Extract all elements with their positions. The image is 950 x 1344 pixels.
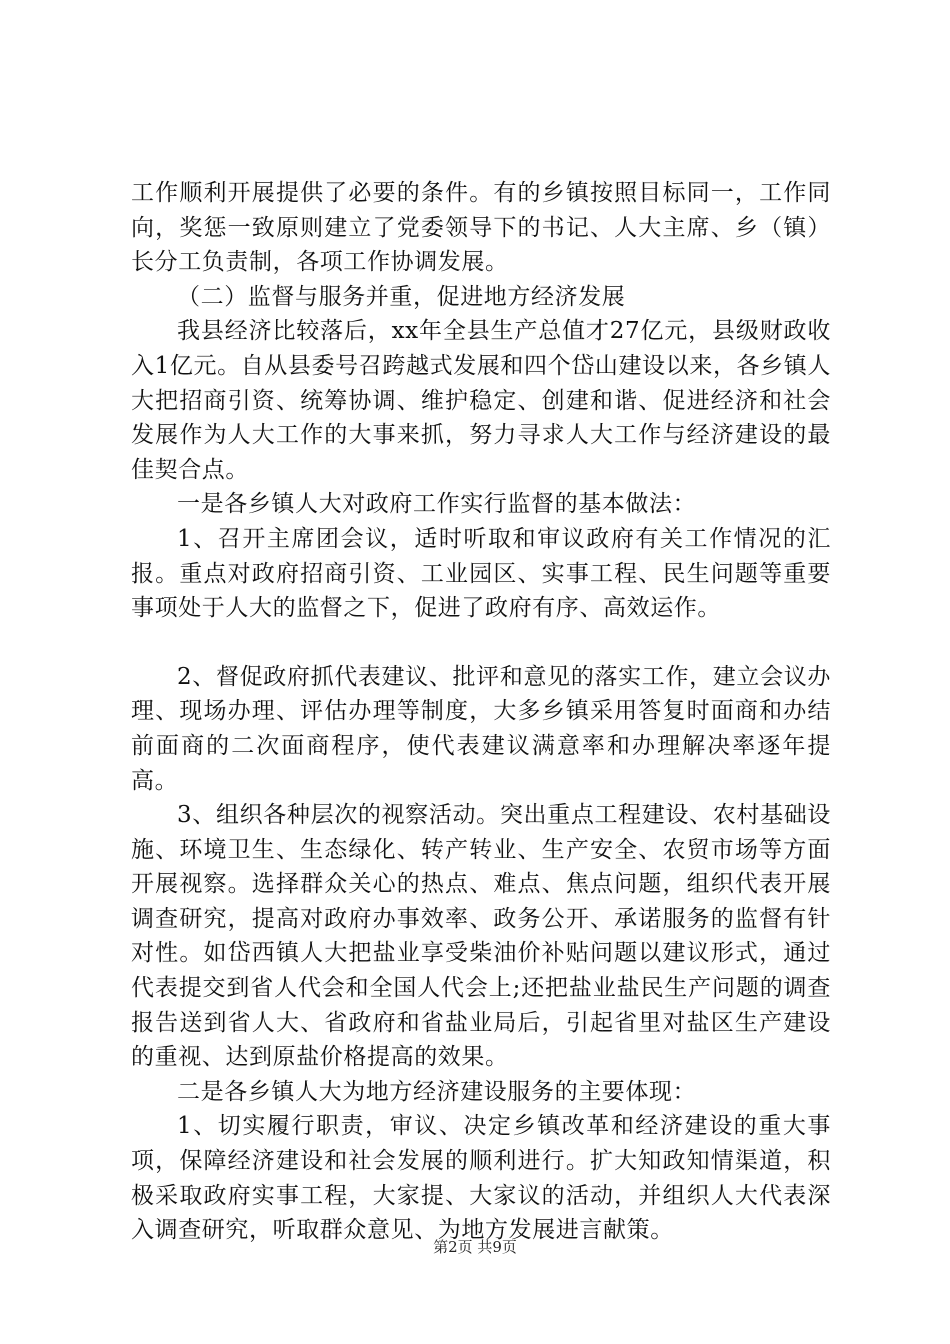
list-item-2: 2、督促政府抓代表建议、批评和意见的落实工作，建立会议办理、现场办理、评估办理等制度，大多乡镇采用答复时面商和办结前面商的二次面商程序，使代表建议满意率和办理解决率逐年提高。 [131, 663, 831, 794]
paragraph-economy-overview: 我县经济比较落后，xx年全县生产总值才27亿元，县级财政收入1亿元。自从县委号召跨越式发展和四个岱山建设以来，各乡镇人大把招商引资、统筹协调、维护稳定、创建和谐、促进经济和社会发展作为人大工作的大事来抓，努力寻求人大工作与经济建设的最佳契合点。 [131, 318, 831, 483]
paragraph-continued: 工作顺利开展提供了必要的条件。有的乡镇按照目标同一，工作同向，奖惩一致原则建立了党委领导下的书记、人大主席、乡（镇）长分工负责制，各项工作协调发展。 [131, 180, 831, 276]
subheading-supervision: 一是各乡镇人大对政府工作实行监督的基本做法： [177, 491, 697, 518]
list-item-1: 1、召开主席团会议，适时听取和审议政府有关工作情况的汇报。重点对政府招商引资、工业园区、实事工程、民生问题等重要事项处于人大的监督之下，促进了政府有序、高效运作。 [131, 525, 831, 622]
list-item-3: 3、组织各种层次的视察活动。突出重点工程建设、农村基础设施、环境卫生、生态绿化、转产转业、生产安全、农贸市场等方面开展视察。选择群众关心的热点、难点、焦点问题，组织代表开展调查研究，提高对政府办事效率、政务公开、承诺服务的监督有针对性。如岱西镇人大把盐业享受柴油价补贴问题以建议形式，通过代表提交到省人代会和全国人代会上;还把盐业盐民生产问题的调查报告送到省人大、省政府和省盐业局后，引起省里对盐区生产建设的重视、达到原盐价格提高的效果。 [131, 802, 831, 1071]
document-body [131, 176, 831, 1248]
page-footer: 第2页 共9页 [433, 1238, 517, 1256]
subheading-service: 二是各乡镇人大为地方经济建设服务的主要体现： [177, 1078, 697, 1105]
section-heading: （二）监督与服务并重，促进地方经济发展 [177, 283, 626, 310]
list-item-service-1: 1、切实履行职责，审议、决定乡镇改革和经济建设的重大事项，保障经济建设和社会发展的顺利进行。扩大知政知情渠道，积极采取政府实事工程，大家提、大家议的活动，并组织人大代表深入调查研究，听取群众意见、为地方发展进言献策。 [131, 1113, 831, 1244]
